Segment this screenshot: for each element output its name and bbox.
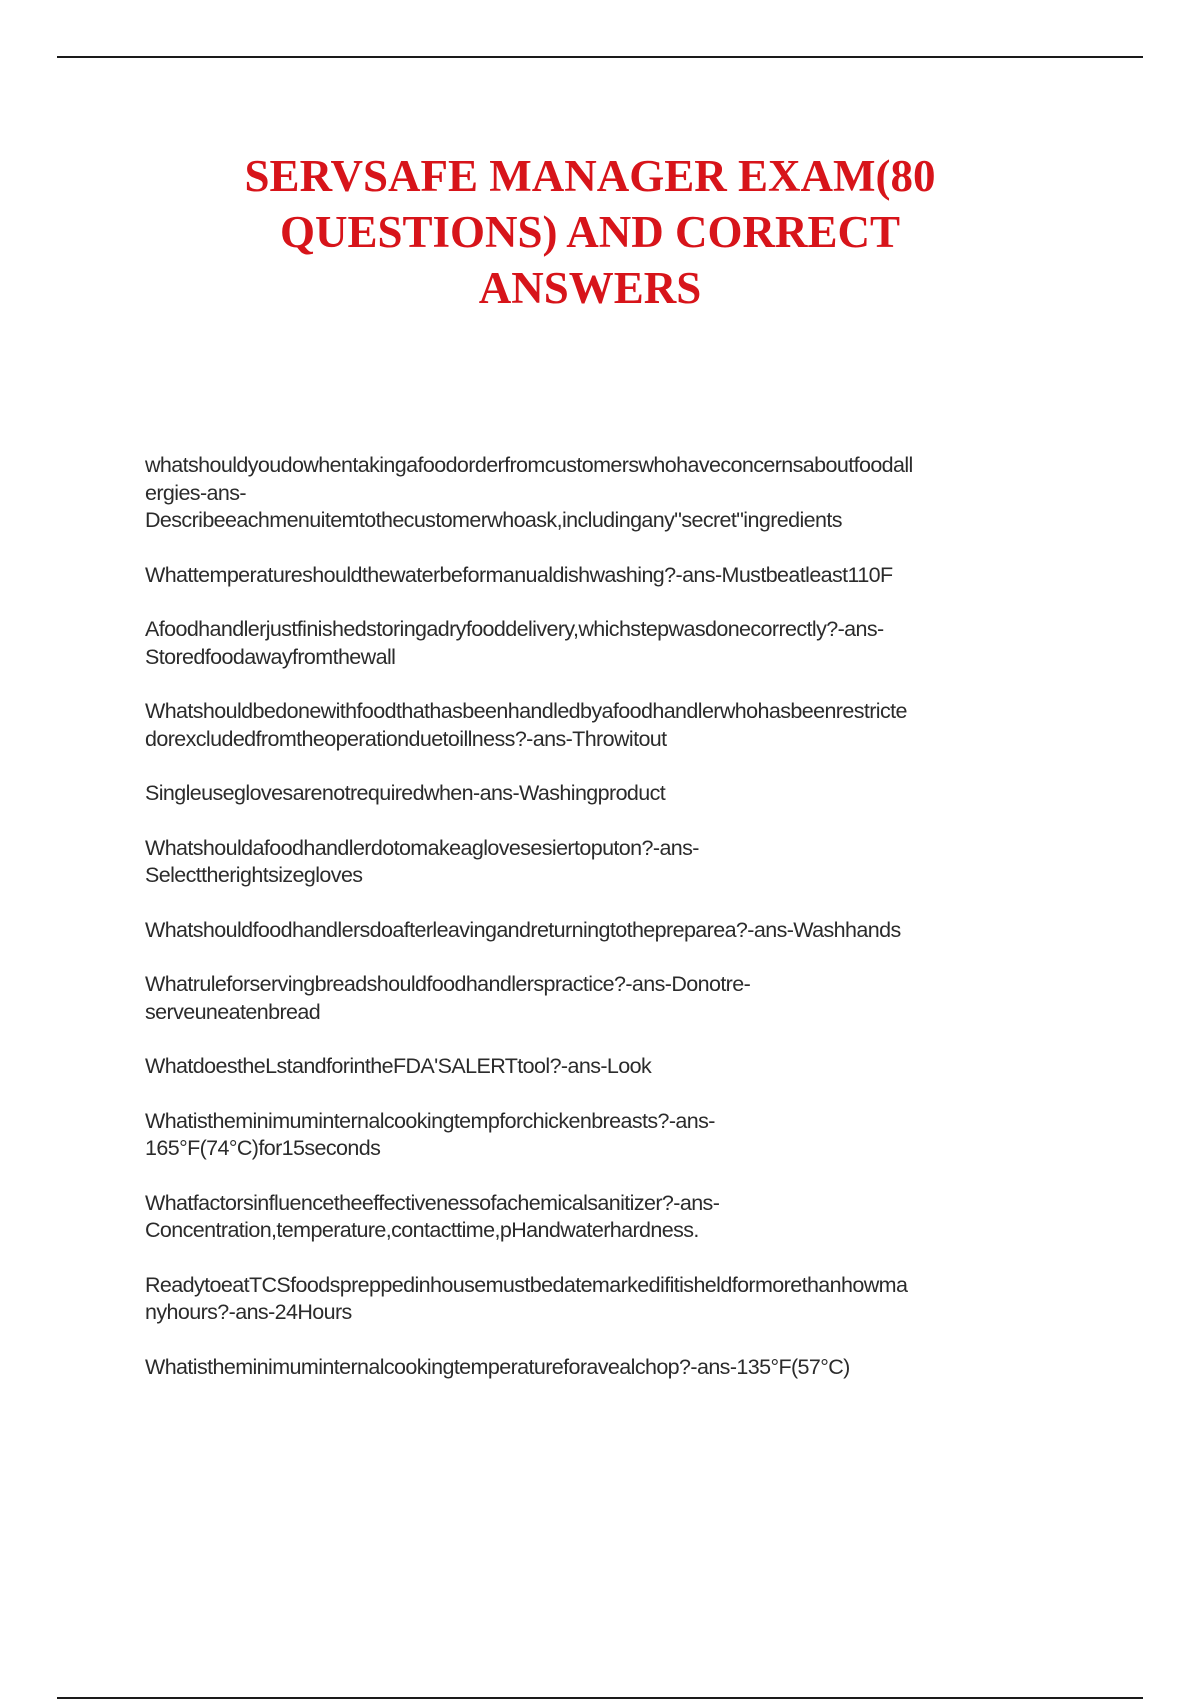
qa-item [145,1190,1085,1245]
question-answer-list [145,452,1085,1408]
qa-item [145,1272,1085,1327]
qa-line: Whatshouldfoodhandlersdoafterleavingandreturningtothepreparea?-ans-Washhands [145,917,901,942]
title-line: ANSWERS [478,263,702,313]
title-line: SERVSAFE MANAGER EXAM(80 [244,151,936,201]
top-rule [57,56,1143,58]
qa-line: Whatshouldafoodhandlerdotomakeaglovesesiertoputon?-ans- [145,835,699,860]
qa-line: Afoodhandlerjustfinishedstoringadryfooddelivery,whichstepwasdonecorrectly?-ans- [145,617,884,641]
qa-line: nyhours?-ans-24Hours [145,1300,352,1324]
qa-item [145,1053,1085,1081]
qa-item [145,698,1085,753]
title-line: QUESTIONS) AND CORRECT [279,207,901,257]
qa-item [145,780,1085,808]
qa-line: Describeeachmenuitemtothecustomerwhoask,includingany"secret"ingredients [145,508,842,532]
qa-line: Whatruleforservingbreadshouldfoodhandlerspractice?-ans-Donotre- [145,972,751,996]
qa-item [145,562,1085,590]
qa-item [145,1354,1085,1382]
qa-item [145,452,1085,535]
qa-line: Whattemperatureshouldthewaterbeformanualdishwashing?-ans-Mustbeatleast110F [145,562,893,587]
qa-line: Whatshouldbedonewithfoodthathasbeenhandledbyafoodhandlerwhohasbeenrestricte [145,699,907,723]
qa-line: Concentration,temperature,contacttime,pHandwaterhardness. [145,1218,699,1242]
qa-line: Singleuseglovesarenotrequiredwhen-ans-Washingproduct [145,781,666,805]
qa-line: Whatistheminimuminternalcookingtemperatureforavealchop?-ans-135°F(57°C) [145,1354,850,1379]
qa-item [145,616,1085,671]
document-title [160,148,1020,316]
qa-line: Whatfactorsinfluencetheeffectivenessofachemicalsanitizer?-ans- [145,1190,720,1215]
qa-line: ergies-ans- [145,480,246,505]
qa-item [145,971,1085,1026]
qa-item [145,917,1085,945]
qa-line: Storedfoodawayfromthewall [145,644,396,669]
qa-line: whatshouldyoudowhentakingafoodorderfromcustomerswhohaveconcernsaboutfoodall [145,453,913,477]
qa-item [145,1108,1085,1163]
bottom-rule [57,1697,1143,1699]
qa-line: ReadytoeatTCSfoodspreppedinhousemustbedatemarkedifitisheldformorethanhowma [145,1272,908,1297]
qa-line: Whatistheminimuminternalcookingtempforchickenbreasts?-ans- [145,1108,715,1133]
qa-line: WhatdoestheLstandforintheFDA'SALERTtool?-ans-Look [145,1054,652,1078]
qa-line: serveuneatenbread [145,999,321,1024]
qa-line: dorexcludedfromtheoperationduetoillness?-ans-Throwitout [145,726,667,751]
qa-item [145,835,1085,890]
qa-line: 165°F(74°C)for15seconds [145,1136,381,1160]
qa-line: Selecttherightsizegloves [145,863,363,887]
